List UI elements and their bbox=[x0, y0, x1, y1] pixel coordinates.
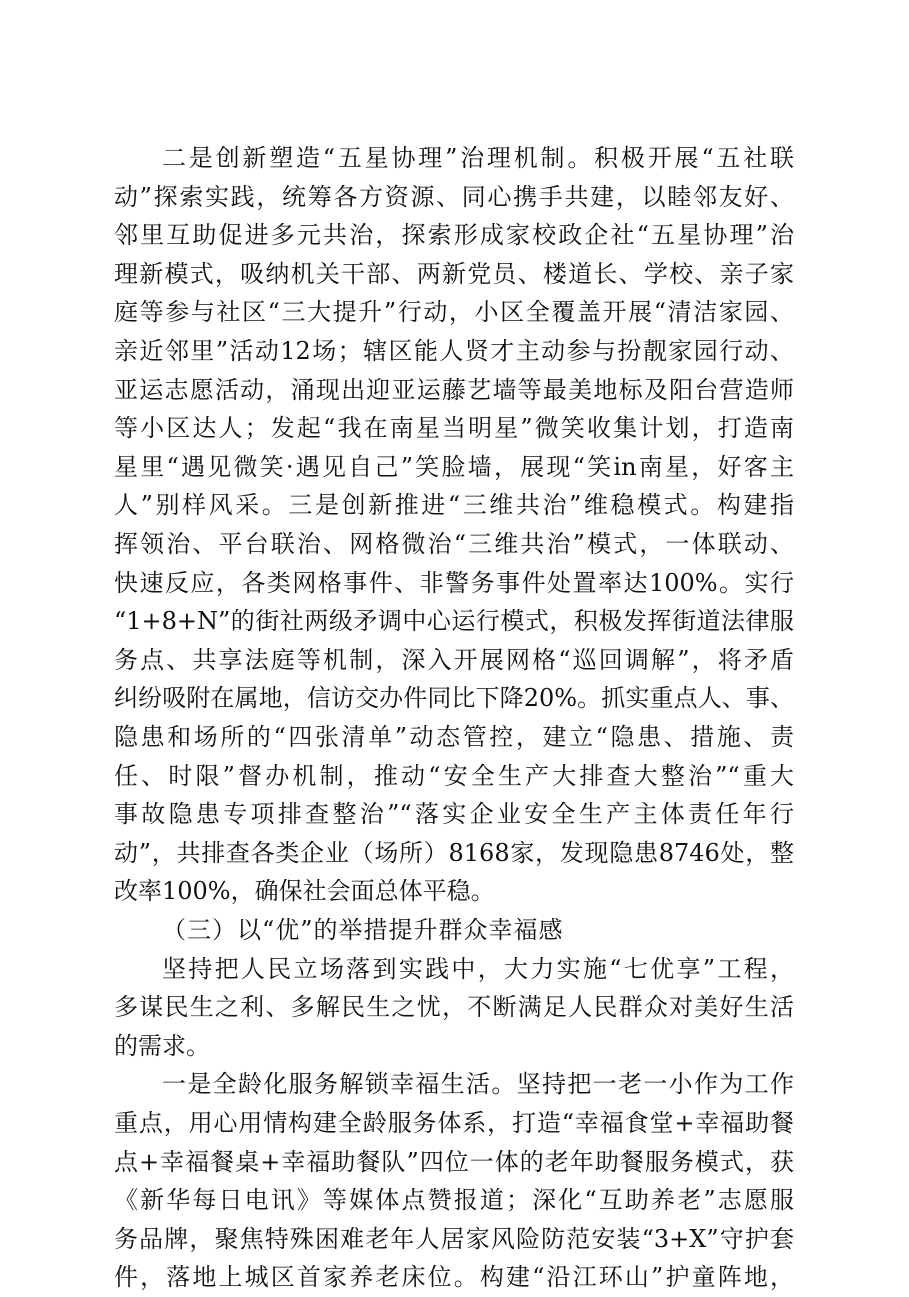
paragraph-line: 改率100%，确保社会面总体平稳。 bbox=[114, 877, 495, 906]
paragraph-line: 点+幸福餐桌+幸福助餐队”四位一体的老年助餐服务模式，获 bbox=[114, 1147, 794, 1176]
paragraph-line: 理新模式，吸纳机关干部、两新党员、楼道长、学校、亲子家 bbox=[114, 259, 794, 288]
paragraph-line: 庭等参与社区“三大提升”行动，小区全覆盖开展“清洁家园、 bbox=[114, 298, 794, 327]
paragraph-line: 的需求。 bbox=[114, 1031, 210, 1060]
paragraph-line: 亚运志愿活动，涌现出迎亚运藤艺墙等最美地标及阳台营造师 bbox=[114, 375, 794, 404]
paragraph-line: 挥领治、平台联治、网格微治“三维共治”模式，一体联动、 bbox=[114, 530, 794, 558]
section-heading: （三）以“优”的举措提升群众幸福感 bbox=[162, 916, 564, 944]
paragraph-line: 等小区达人；发起“我在南星当明星”微笑收集计划，打造南 bbox=[114, 414, 794, 443]
paragraph-line: 重点，用心用情构建全龄服务体系，打造“幸福食堂+幸福助餐 bbox=[114, 1109, 794, 1137]
paragraph-line: 多谋民生之利、多解民生之忧，不断满足人民群众对美好生活 bbox=[114, 993, 794, 1022]
paragraph-line: 一是全龄化服务解锁幸福生活。坚持把一老一小作为工作 bbox=[162, 1070, 794, 1099]
paragraph-line: 二是创新塑造“五星协理”治理机制。积极开展“五社联 bbox=[162, 144, 794, 172]
paragraph-line: 坚持把人民立场落到实践中，大力实施“七优享”工程， bbox=[162, 954, 794, 983]
paragraph-line: 邻里互助促进多元共治，探索形成家校政企社“五星协理”治 bbox=[114, 221, 794, 250]
paragraph-line: 件，落地上城区首家养老床位。构建“沿江环山”护童阵地， bbox=[114, 1263, 794, 1292]
paragraph-line: 任、时限”督办机制，推动“安全生产大排查大整治”“重大 bbox=[114, 761, 794, 790]
paragraph-line: 动”，共排查各类企业（场所）8168家，发现隐患8746处，整 bbox=[114, 838, 794, 867]
paragraph-line: 快速反应，各类网格事件、非警务事件处置率达100%。实行 bbox=[114, 568, 794, 597]
paragraph-line: 人”别样风采。三是创新推进“三维共治”维稳模式。构建指 bbox=[114, 491, 794, 520]
paragraph-line: 隐患和场所的“四张清单”动态管控，建立“隐患、措施、责 bbox=[114, 723, 794, 751]
paragraph-line: 亲近邻里”活动12场；辖区能人贤才主动参与扮靓家园行动、 bbox=[114, 337, 794, 365]
paragraph-line: 纠纷吸附在属地，信访交办件同比下降20%。抓实重点人、事、 bbox=[114, 684, 794, 713]
paragraph-line: 务品牌，聚焦特殊困难老年人居家风险防范安装“3+X”守护套 bbox=[114, 1224, 794, 1253]
paragraph-line: “1+8+N”的街社两级矛调中心运行模式，积极发挥街道法律服 bbox=[114, 607, 794, 636]
paragraph-line: 星里“遇见微笑·遇见自己”笑脸墙，展现“笑in南星，好客主 bbox=[114, 452, 794, 481]
paragraph-line: 务点、共享法庭等机制，深入开展网格“巡回调解”，将矛盾 bbox=[114, 645, 794, 674]
paragraph-line: 事故隐患专项排查整治”“落实企业安全生产主体责任年行 bbox=[114, 800, 794, 829]
paragraph-line: 动”探索实践，统筹各方资源、同心携手共建，以睦邻友好、 bbox=[114, 182, 794, 211]
paragraph-line: 《新华每日电讯》等媒体点赞报道；深化“互助养老”志愿服 bbox=[114, 1186, 794, 1215]
